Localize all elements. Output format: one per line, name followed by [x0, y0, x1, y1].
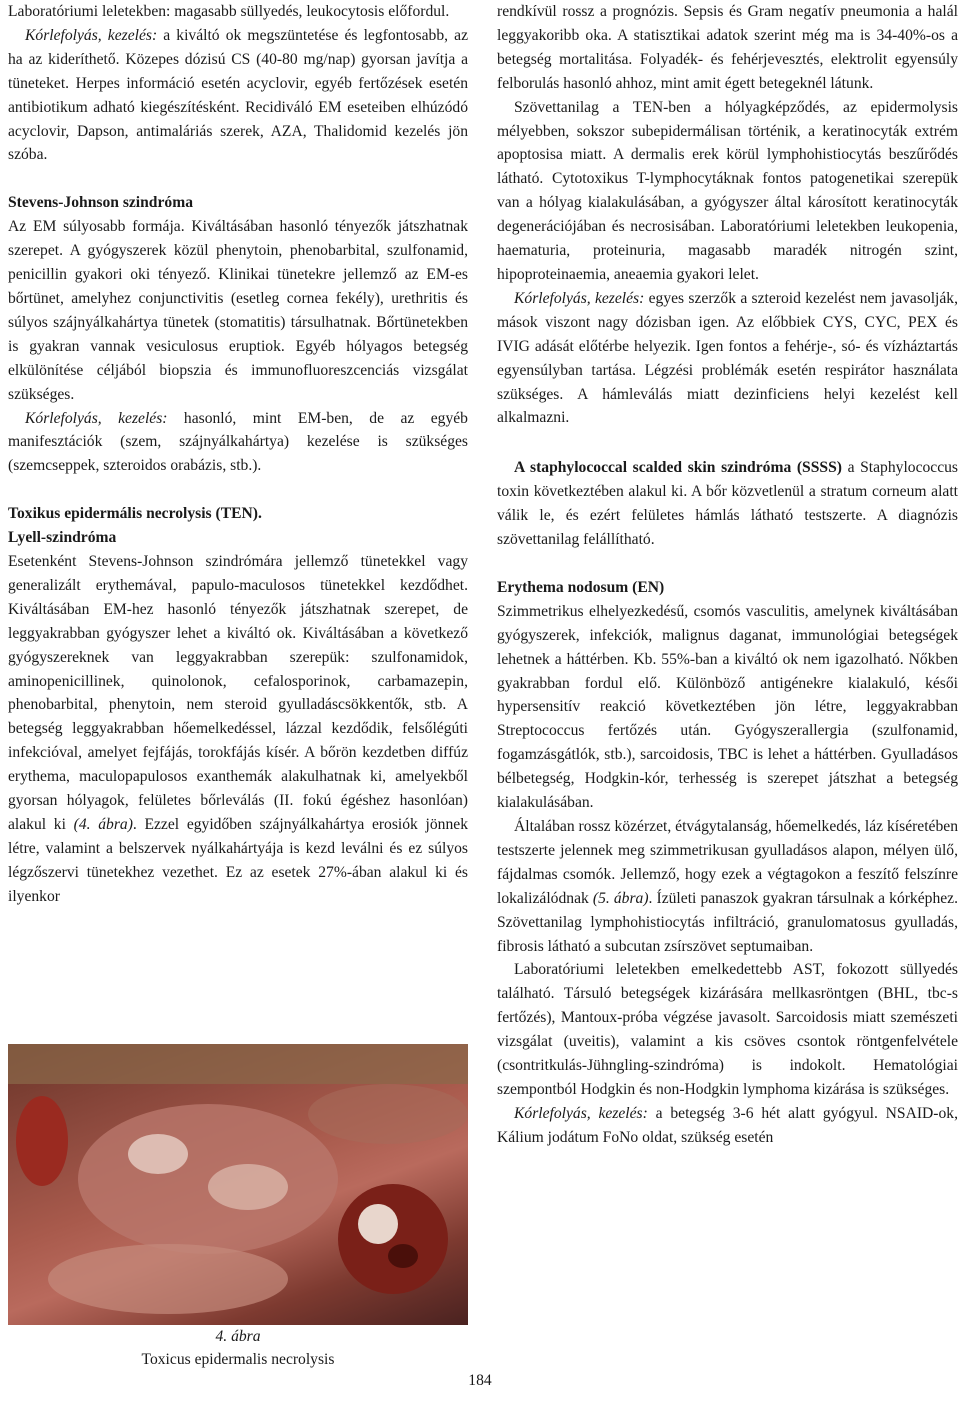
italic-label: Kórlefolyás, kezelés:	[514, 289, 645, 307]
right-column	[497, 0, 958, 1150]
paragraph: Laboratóriumi leletekben: magasabb süllyedés, leukocytosis előfordul.	[8, 3, 450, 20]
left-column	[8, 0, 468, 909]
paragraph-text: egyes szerzők a szteroid kezelést nem javasolják, mások viszont nagy dózisban igen. Az előbbiek CYS, CYC, PEX és IVIG adását előtérbe helyezik. Igen fontos a fehérje-, só- és vízháztartás egyensúlyban tartása. Légzési problémák esetén respirátor használata szükséges. A hámleválás miatt dezinficiens helyi kezelést kell alkalmazni.	[497, 289, 958, 427]
paragraph: Szövettanilag a TEN-ben a hólyagképződés, az epidermolysis mélyebben, sokszor subepidermálisan történik, a keratinocyták extrém apoptosisa miatt. A dermalis erek körül lymphohistiocytás beszűrődés látható. Cytotoxikus T-lymphocytáknak fontos patogenetikai szerepük van a hólyag kialakulásában, a gyógyszer által károsított keratinocyták degenerációjában és necrosisában. Laboratóriumi leletekben leukopenia, haematuria, proteinuria, magasabb maradék nitrogén szint, hipoproteinaemia, aneaemia gyakori lelet.	[497, 98, 958, 283]
figure-caption	[8, 1325, 468, 1371]
paragraph: rendkívül rossz a prognózis. Sepsis és Gram negatív pneumonia a halál leggyakoribb oka. A statisztikai adatok szerint még ma is 34-40%-os a betegség mortalitása. Folyadék- és fehérjevesztés, elektrolit egyensúly felborulás hasonló ahhoz, mint amit égett betegeknél látunk.	[497, 3, 958, 92]
section-heading: Stevens-Johnson szindróma	[8, 194, 193, 212]
paragraph	[8, 24, 468, 167]
paragraph-text: a kiváltó ok megszüntetése és legfontosabb, az ha az kideríthető. Közepes dózisú CS (40-80 mg/nap) gyorsan javítja a tüneteket. Herpes információ esetén acyclovir, egyéb fertőzések esetén antibiotikum adható kiegészítésként. Recidiváló EM eseteiben elhúzódó acyclovir, Dapson, antimaláriás szerek, AZA, Thalidomid kezelés jön szóba.	[8, 26, 468, 164]
page-number: 184	[468, 1372, 492, 1389]
paragraph-text: Esetenként Stevens-Johnson szindrómára jellemző tünetekkel vagy generalizált erythemával, papulo-maculosos tünetekkel kezdődhet. Kiváltásában EM-hez hasonló tényezők játszhatnak szerepet, de leggyakrabban gyógyszer lehet a kiváltó ok. Kiváltásában a következő gyógyszereknek van leggyakrabban szerepük: szulfonamidok, aminopenicillinek, quinolonok, cefalosporinok, carbamazepin, phenobarbital, phenytoin, nem steroid gyulladáscsökkentők, stb. A betegség leggyakrabban hőemelkedéssel, lázzal kezdődik, felsőlégúti infekcióval, amelyet fejfájás, torokfájás kísér. A bőrön kezdetben diffúz erythema, maculopapulosos exanthemák alakulhatnak ki, amelyekből gyorsan hólyagok, felületes bőrleválás (II. fokú égéshez hasonlóan) alakul ki	[8, 553, 468, 833]
paragraph	[497, 287, 958, 430]
figure-reference: (4. ábra)	[73, 816, 133, 833]
paragraph-text: a Staphylococcus toxin következtében alakul ki. A bőr közvetlenül a stratum corneum alatt válik le, és ezért felületes hámlás látható testszerte. A diagnózis szövettanilag felállítható.	[497, 459, 959, 549]
section-heading: Toxikus epidermális necrolysis (TEN).	[8, 505, 262, 523]
paragraph-text: a betegség 3-6 hét alatt gyógyul. NSAID-ok, Kálium jodátum FoNo oldat, szükség esetén	[497, 1104, 958, 1146]
figure-title: Toxicus epidermalis necrolysis	[141, 1351, 335, 1368]
figure-reference: (5. ábra)	[592, 889, 649, 907]
italic-label: Kórlefolyás, kezelés:	[25, 409, 168, 427]
paragraph: Szimmetrikus elhelyezkedésű, csomós vasculitis, amelynek kiváltásában gyógyszerek, infekciók, malignus daganat, immunológiai betegségek lehetnek a háttérben. Kb. 55%-ban a kiváltó ok nem igazolható. Nőkben gyakrabban fordul elő. Különböző antigénekre kialakuló, késői hypersensitív reakció következtében jön létre, leggyakrabban Streptococcus fertőzés után. Gyógyszerallergia (szulfonamid, fogamzásgátlók, stb.), sarcoidosis, TBC is lehet a háttérben. Gyulladásos bélbetegség, Hodgkin-kór, terhesség is szerepet játszhat a betegség kialakulásában.	[497, 602, 958, 812]
bold-lead: A staphylococcal scalded skin szindróma (SSSS)	[514, 459, 842, 477]
paragraph: Laboratóriumi leletekben emelkedettebb AST, fokozott süllyedés található. Társuló betegségek kizárására mellkasröntgen (BHL, tbc-s fertőzés), Mantoux-próba végzése javasolt. Sarcoidosis miatt szemészeti vizsgálat (uveitis), valamint a kis csöves csontok röntgenfelvétele (csontritkulás-Jühngling-szindróma) is indokolt. Hematológiai szempontból Hodgkin és non-Hodgkin lymphoma kizárása is szükséges.	[497, 961, 958, 1098]
paragraph-text: . Ízületi panaszok gyakran társulnak a kórképhez. Szövettanilag lymphohistiocytás infiltráció, granulomatosus gyulladás, fibrosis látható a subcutan zsírszövet septumaiban.	[497, 889, 958, 955]
section-heading: Erythema nodosum (EN)	[497, 578, 665, 596]
paragraph-text: Általában rossz közérzet, étvágytalanság, hőemelkedés, láz kíséretében testszerte jelennek meg szimmetrikusan gyulladásos alapon, mélyen ülő, fájdalmas csomók. Jellemző, hogy ezek a végtagokon a feszítő felszínre lokalizálódnak	[497, 818, 958, 907]
paragraph-text: hasonló, mint EM-ben, de az egyéb manifesztációk (szem, szájnyálkahártya) kezelése is szükséges (szemcseppek, szteroidos orabázis, stb.).	[8, 409, 468, 475]
clinical-photo	[8, 1044, 468, 1325]
paragraph	[8, 550, 468, 909]
paragraph	[8, 407, 468, 479]
italic-label: Kórlefolyás, kezelés:	[25, 26, 158, 44]
paragraph	[497, 1102, 958, 1150]
figure-number: 4. ábra	[215, 1328, 261, 1345]
section-subheading: Lyell-szindróma	[8, 529, 117, 547]
paragraph	[497, 815, 958, 958]
italic-label: Kórlefolyás, kezelés:	[514, 1104, 648, 1122]
paragraph: Az EM súlyosabb formája. Kiváltásában hasonló tényezők játszhatnak szerepet. A gyógyszerek közül phenytoin, phenobarbital, szulfonamid, penicillin gyakori oki tényező. Klinikai tünetekre jellemző az EM-es bőrtünet, amelyhez conjunctivitis (esetleg cornea fekély), urethritis és súlyos szájnyálkahártya tünetek (stomatitis) társulhatnak. Bőrtünetekben is gyakran vannak vesiculosus eruptiok. Egyéb hólyagos betegség elkülönítése céljából biopszia és immunofluoreszcenciás vizsgálat szükséges.	[8, 218, 468, 403]
paragraph-text: . Ezzel egyidőben szájnyálkahártya erosiók jönnek létre, valamint a belszervek nyálkahártyája is kezd leválni és ez súlyos légzőszervi tünetekhez vezethet. Ez az esetek 27%-ában alakul ki és ilyenkor	[8, 816, 468, 905]
paragraph	[497, 456, 958, 552]
